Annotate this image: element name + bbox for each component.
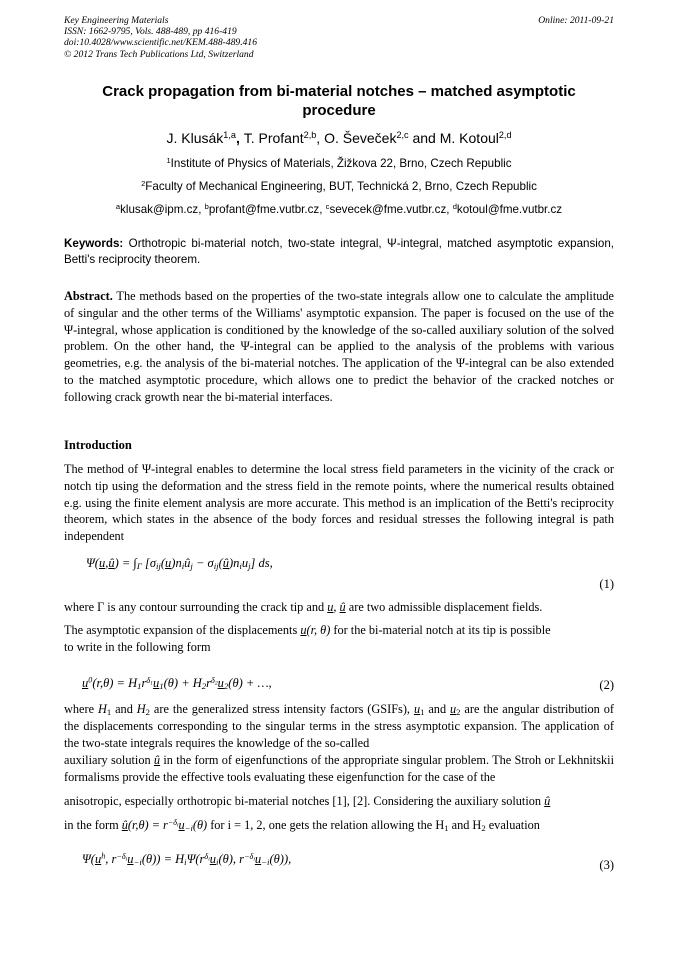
equation-3 [64,852,614,876]
author-name: J. Klusák [166,130,224,146]
intro-paragraph-1: The method of Ψ-integral enables to determine the local stress field parameters in the vicinity of the crack or notch tip using the deformation and the stress field in the remote points, where the numerical results obtained e.g. using the finite element analysis are more accurate. This method is an implication of the Betti's reciprocity theorem, which states in the absence of the body forces and residual stresses the following integral is path independent [64,462,614,544]
abstract-label: Abstract. [64,289,113,303]
affiliation-1: $^1$Institute of Physics of Materials, Žižkova 22, Brno, Czech Republic [166,155,512,170]
section-heading: Introduction [64,438,132,452]
intro-line-2: where Γ is any contour surrounding the crack tip and u, û are two admissible displacement fields. [64,600,543,614]
equation-1-number: (1) [599,577,614,591]
author-name: M. Kotoul [439,130,499,146]
intro-line-3: The asymptotic expansion of the displacements u(r, θ) for the bi-material notch at its tip is possible [64,623,551,637]
online-date: Online: 2011-09-21 [538,15,614,26]
paper-title: Crack propagation from bi-material notches – matched asymptotic procedure [102,83,576,119]
abstract-text: The methods based on the properties of the two-state integrals allow one to calculate the amplitude of singular and the other terms of the Williams' asymptotic expansion. The paper is focused on the use of the Ψ-integral, whose application is conditioned by the knowledge of the so-called auxiliary solution of the solved problem. On the other hand, the Ψ-integral can be applied to the analysis of the problems with various geometries, e.g. the analysis of the bi-material notches. The application of the Ψ-integral can be also extended to the matched asymptotic procedure, which allows one to predict the behavior of the cracked notches or following crack growth near the bi-material interfaces. [64,289,614,404]
affiliation-2: $^2$Faculty of Mechanical Engineering, BUT, Technická 2, Brno, Czech Republic [141,178,537,193]
intro-paragraph-4: auxiliary solution û in the form of eigenfunctions of the appropriate singular problem. The Stroh or Lekhnitskii formalisms provide the effective tools evaluating these eigenfunction for the case of the [64,753,614,784]
journal-name: Key Engineering Materials [64,15,169,26]
doi-line[interactable]: doi:10.4028/www.scientific.net/KEM.488-489.416 [64,37,258,49]
author-name: O. Ševeček [324,130,397,146]
intro-line-7: in the form û(r,θ) = $r^{-\delta_i}u_{-i}(\theta)$ for i = 1, 2, one gets the relation allowing the $H_1$ and $H_2$ evaluation [64,817,540,834]
intro-line-4: to write in the following form [64,640,211,654]
keywords-label: Keywords: [64,237,124,250]
keywords-text: Orthotropic bi-material notch, two-state integral, Ψ-integral, matched asymptotic expansion, Betti's reciprocity theorem. [64,237,614,266]
intro-line-6: anisotropic, especially orthotropic bi-material notches [1], [2]. Considering the auxiliary solution û [64,794,551,808]
keywords [64,236,614,268]
equation-3-number: (3) [599,858,614,872]
journal-header [64,15,614,60]
email-link[interactable]: klusak@ipm.cz, [120,203,205,216]
email-link[interactable]: kotoul@fme.vutbr.cz [456,203,563,216]
copyright-line: © 2012 Trans Tech Publications Ltd, Switzerland [64,48,254,60]
equation-1-formula: Ψ(u,û) = $\int_\Gamma$ [$\sigma_{ij}(u)n_iû_j$ − $\sigma_{ij}(û)n_iu_j$] ds, [86,556,273,572]
email-list: $^a$klusak@ipm.cz, $^b$profant@fme.vutbr.cz, $^c$sevecek@fme.vutbr.cz, $^d$kotoul@fme.vutbr.cz [115,201,563,216]
equation-2 [64,676,614,700]
equation-1 [64,555,614,591]
author-name: T. Profant [243,130,304,146]
author-list: J. Klusák$^{1,a}$, T. Profant$^{2,b}$, O. Ševeček$^{2,c}$ and M. Kotoul$^{2,d}$ [166,130,512,146]
equation-2-formula: $u^0(r,\theta) = H_1r^{\delta_1}u_1(\theta) + H_2r^{\delta_2}u_2(\theta)$ + …, [82,675,272,692]
abstract [64,288,614,406]
intro-paragraph-3: where $H_1$ and $H_2$ are the generalized stress intensity factors (GSIFs), $u_1$ and $u_2$ are the angular distribution of the displacements corresponding to the singular terms in the stress asymptotic expansion. The application of the two-state integrals requires the knowledge of the so-called [64,702,614,750]
equation-3-formula: $\Psi(u^h$, $r^{-\delta_i}u_{-i}(\theta)) = H_i\Psi(r^{\delta_i}u_i(\theta)$, $r^{-\delta_i}u_{-i}(\theta)$), [82,851,292,868]
email-link[interactable]: sevecek@fme.vutbr.cz, [329,203,453,216]
equation-2-number: (2) [599,678,614,692]
issn-line: ISSN: 1662-9795, Vols. 488-489, pp 416-419 [64,26,237,38]
email-link[interactable]: profant@fme.vutbr.cz, [208,203,326,216]
